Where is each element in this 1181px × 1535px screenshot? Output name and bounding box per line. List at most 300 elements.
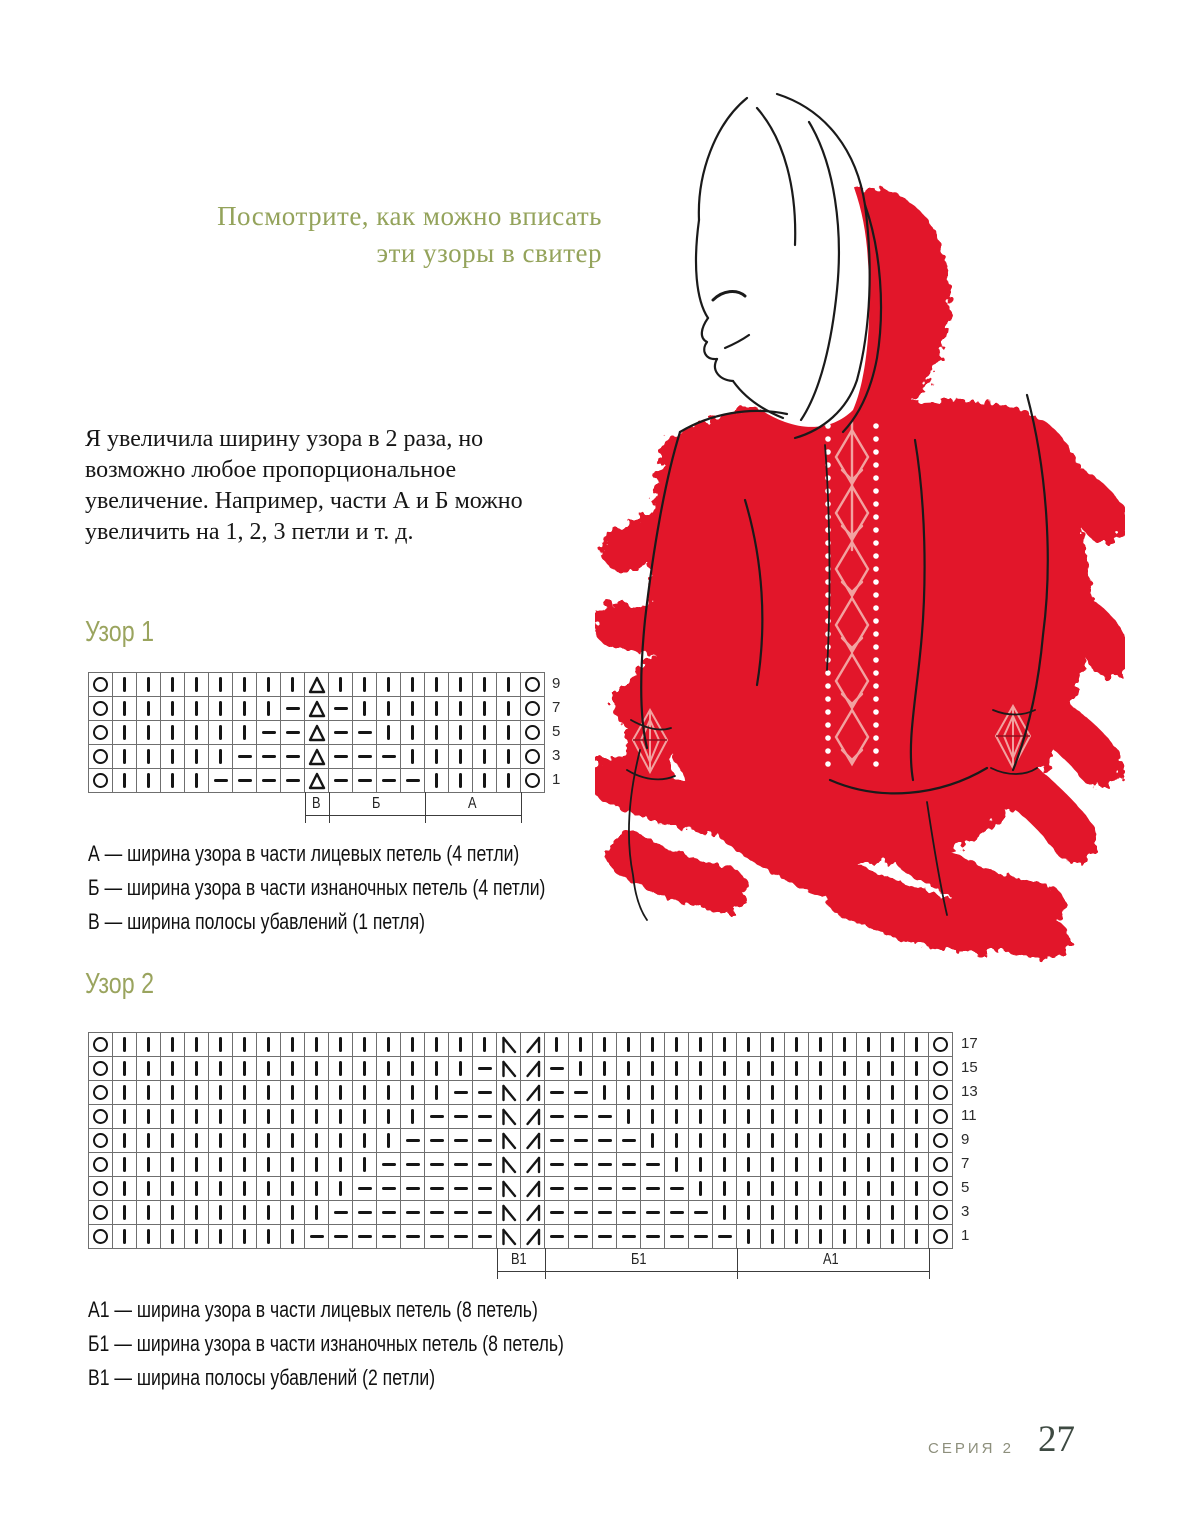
purl-stitch-icon — [598, 1211, 612, 1215]
chart-row — [89, 721, 545, 745]
knit-stitch-icon — [195, 677, 199, 692]
chart-cell — [185, 1057, 209, 1081]
knit-stitch-icon — [243, 701, 247, 716]
chart-cell — [929, 1201, 953, 1225]
knit-stitch-icon — [123, 701, 127, 716]
chart-cell — [545, 1201, 569, 1225]
knit-stitch-icon — [915, 1205, 919, 1220]
chart-cell — [257, 1129, 281, 1153]
knit-stitch-icon — [219, 1061, 223, 1076]
chart-cell — [377, 1033, 401, 1057]
knit-stitch-icon — [411, 1037, 415, 1052]
chart-cell — [425, 745, 449, 769]
chart-row — [89, 673, 545, 697]
knit-stitch-icon — [147, 749, 151, 764]
knit-stitch-icon — [723, 1037, 727, 1052]
chart-cell — [305, 1081, 329, 1105]
chart-cell — [113, 1105, 137, 1129]
knit-stitch-icon — [819, 1133, 823, 1148]
chart-cell — [305, 1153, 329, 1177]
chart-cell — [833, 1033, 857, 1057]
knit-stitch-icon — [291, 1181, 295, 1196]
purl-stitch-icon — [694, 1235, 708, 1239]
knit-stitch-icon — [387, 1061, 391, 1076]
chart-cell — [905, 1033, 929, 1057]
chart-cell — [881, 1033, 905, 1057]
purl-stitch-icon — [598, 1187, 612, 1191]
circle-stitch-icon — [933, 1133, 948, 1148]
chart-cell — [905, 1105, 929, 1129]
chart-cell — [521, 1105, 545, 1129]
purl-stitch-icon — [430, 1139, 444, 1143]
knit-stitch-icon — [771, 1181, 775, 1196]
knit-stitch-icon — [219, 1085, 223, 1100]
chart-cell — [161, 1033, 185, 1057]
knit-stitch-icon — [195, 1037, 199, 1052]
chart-cell — [185, 673, 209, 697]
chart-cell — [257, 721, 281, 745]
pattern2-title: Узор 2 — [85, 968, 154, 1000]
chart-cell — [161, 1225, 185, 1249]
knit-stitch-icon — [723, 1109, 727, 1124]
chart-cell — [521, 1081, 545, 1105]
bracket-tick — [521, 792, 522, 823]
knit-stitch-icon — [243, 725, 247, 740]
chart-cell — [497, 1081, 521, 1105]
chart-cell — [281, 745, 305, 769]
chart-cell — [281, 1153, 305, 1177]
chart-cell — [473, 721, 497, 745]
chart-cell — [521, 1033, 545, 1057]
chart-cell — [137, 1057, 161, 1081]
chart-row — [89, 1057, 953, 1081]
chart-cell — [737, 1177, 761, 1201]
chart-cell — [161, 1177, 185, 1201]
left-decrease-icon — [498, 1226, 520, 1248]
chart-cell — [545, 1105, 569, 1129]
chart-cell — [809, 1201, 833, 1225]
knit-stitch-icon — [459, 677, 463, 692]
knit-stitch-icon — [795, 1037, 799, 1052]
circle-stitch-icon — [93, 725, 108, 740]
chart-cell — [449, 1225, 473, 1249]
chart-cell — [425, 1153, 449, 1177]
chart-cell — [449, 1201, 473, 1225]
chart-cell — [833, 1105, 857, 1129]
chart-cell — [809, 1129, 833, 1153]
right-decrease-icon — [522, 1226, 544, 1248]
knit-stitch-icon — [123, 725, 127, 740]
chart-cell — [233, 1081, 257, 1105]
bracket-label: Б — [371, 794, 381, 812]
purl-stitch-icon — [598, 1139, 612, 1143]
chart-cell — [161, 1153, 185, 1177]
chart-cell — [329, 769, 353, 793]
knit-stitch-icon — [195, 1085, 199, 1100]
chart-cell — [425, 1201, 449, 1225]
knit-stitch-icon — [147, 677, 151, 692]
chart-cell — [377, 1153, 401, 1177]
chart-cell — [353, 1033, 377, 1057]
row-number: 9 — [552, 675, 561, 692]
chart-cell — [473, 673, 497, 697]
chart-cell — [641, 1201, 665, 1225]
chart-cell — [881, 1081, 905, 1105]
knit-stitch-icon — [747, 1037, 751, 1052]
chart-cell — [665, 1105, 689, 1129]
knit-stitch-icon — [147, 1085, 151, 1100]
chart-cell — [665, 1081, 689, 1105]
chart-cell — [377, 1129, 401, 1153]
chart-cell — [929, 1081, 953, 1105]
chart-cell — [497, 1177, 521, 1201]
knit-stitch-icon — [891, 1085, 895, 1100]
knit-stitch-icon — [315, 1133, 319, 1148]
intro-line: возможно любое пропорциональное — [85, 457, 457, 483]
chart-cell — [497, 1201, 521, 1225]
knit-stitch-icon — [723, 1205, 727, 1220]
chart-cell — [473, 1105, 497, 1129]
circle-stitch-icon — [93, 1037, 108, 1052]
chart-cell — [425, 1105, 449, 1129]
knit-stitch-icon — [195, 1061, 199, 1076]
chart-cell — [737, 1153, 761, 1177]
knit-stitch-icon — [699, 1109, 703, 1124]
knit-stitch-icon — [819, 1181, 823, 1196]
chart-cell — [161, 1057, 185, 1081]
chart-cell — [89, 1201, 113, 1225]
chart-cell — [497, 673, 521, 697]
knit-stitch-icon — [699, 1037, 703, 1052]
chart-cell — [305, 721, 329, 745]
knit-stitch-icon — [627, 1085, 631, 1100]
chart-cell — [113, 1129, 137, 1153]
knit-stitch-icon — [459, 725, 463, 740]
chart-cell — [233, 745, 257, 769]
chart-cell — [185, 1105, 209, 1129]
page-number: 27 — [1038, 1419, 1075, 1460]
chart-cell — [281, 1105, 305, 1129]
chart-cell — [281, 1081, 305, 1105]
knit-stitch-icon — [747, 1061, 751, 1076]
chart-cell — [593, 1177, 617, 1201]
chart-cell — [305, 1129, 329, 1153]
chart-cell — [233, 1201, 257, 1225]
chart-cell — [641, 1177, 665, 1201]
purl-stitch-icon — [406, 1187, 420, 1191]
purl-stitch-icon — [454, 1139, 468, 1143]
chart-cell — [521, 721, 545, 745]
knit-stitch-icon — [819, 1229, 823, 1244]
row-number: 5 — [961, 1179, 970, 1196]
chart-cell — [881, 1201, 905, 1225]
knit-stitch-icon — [915, 1109, 919, 1124]
chart-cell — [905, 1057, 929, 1081]
chart-cell — [593, 1033, 617, 1057]
circle-stitch-icon — [93, 701, 108, 716]
knit-stitch-icon — [915, 1133, 919, 1148]
chart-cell — [713, 1153, 737, 1177]
knit-stitch-icon — [867, 1037, 871, 1052]
knit-stitch-icon — [603, 1061, 607, 1076]
left-decrease-icon — [498, 1178, 520, 1200]
knit-stitch-icon — [339, 1037, 343, 1052]
knit-stitch-icon — [747, 1109, 751, 1124]
chart-cell — [665, 1225, 689, 1249]
chart-cell — [137, 769, 161, 793]
purl-stitch-icon — [358, 1235, 372, 1239]
knit-stitch-icon — [771, 1037, 775, 1052]
chart-cell — [881, 1129, 905, 1153]
chart-cell — [137, 1129, 161, 1153]
knit-stitch-icon — [195, 701, 199, 716]
purl-stitch-icon — [382, 1187, 396, 1191]
chart-cell — [161, 1201, 185, 1225]
knit-stitch-icon — [723, 1157, 727, 1172]
knit-stitch-icon — [747, 1157, 751, 1172]
chart-cell — [497, 1129, 521, 1153]
chart-cell — [257, 1033, 281, 1057]
chart-cell — [257, 1081, 281, 1105]
knit-stitch-icon — [315, 1205, 319, 1220]
chart-cell — [353, 1201, 377, 1225]
chart-cell — [233, 1153, 257, 1177]
chart-cell — [833, 1177, 857, 1201]
circle-stitch-icon — [933, 1157, 948, 1172]
knit-stitch-icon — [795, 1061, 799, 1076]
purl-stitch-icon — [646, 1163, 660, 1167]
purl-stitch-icon — [550, 1139, 564, 1143]
chart-cell — [257, 1057, 281, 1081]
chart-cell — [377, 697, 401, 721]
knit-stitch-icon — [651, 1085, 655, 1100]
chart-cell — [617, 1225, 641, 1249]
knit-stitch-icon — [891, 1109, 895, 1124]
purl-stitch-icon — [646, 1235, 660, 1239]
purl-stitch-icon — [214, 779, 228, 783]
bracket-label: Б1 — [631, 1250, 647, 1268]
chart-cell — [257, 673, 281, 697]
right-decrease-icon — [522, 1082, 544, 1104]
chart-cell — [233, 1129, 257, 1153]
chart-cell — [425, 1129, 449, 1153]
knit-stitch-icon — [579, 1037, 583, 1052]
chart-cell — [761, 1225, 785, 1249]
purl-stitch-icon — [430, 1211, 444, 1215]
knit-stitch-icon — [339, 1133, 343, 1148]
knit-stitch-icon — [675, 1037, 679, 1052]
knit-stitch-icon — [675, 1157, 679, 1172]
knit-stitch-icon — [147, 701, 151, 716]
chart2-row-numbers — [961, 1032, 978, 1248]
purl-stitch-icon — [238, 779, 252, 783]
chart-cell — [449, 769, 473, 793]
chart-cell — [329, 745, 353, 769]
chart-cell — [329, 1081, 353, 1105]
purl-stitch-icon — [694, 1211, 708, 1215]
chart-cell — [233, 769, 257, 793]
knit-stitch-icon — [411, 701, 415, 716]
right-decrease-icon — [522, 1130, 544, 1152]
chart-cell — [569, 1105, 593, 1129]
chart-cell — [905, 1201, 929, 1225]
chart-cell — [305, 1105, 329, 1129]
chart-cell — [305, 1225, 329, 1249]
chart-cell — [89, 697, 113, 721]
chart-cell — [185, 1177, 209, 1201]
chart-cell — [857, 1129, 881, 1153]
knit-stitch-icon — [195, 1181, 199, 1196]
row-number: 1 — [552, 771, 561, 788]
purl-stitch-icon — [382, 1211, 396, 1215]
chart-cell — [785, 1105, 809, 1129]
chart-cell — [353, 1081, 377, 1105]
purl-stitch-icon — [622, 1187, 636, 1191]
knit-stitch-icon — [339, 1157, 343, 1172]
knit-stitch-icon — [435, 749, 439, 764]
knit-stitch-icon — [147, 1133, 151, 1148]
circle-stitch-icon — [933, 1061, 948, 1076]
chart-cell — [401, 1225, 425, 1249]
knit-stitch-icon — [363, 677, 367, 692]
knit-stitch-icon — [315, 1085, 319, 1100]
chart-cell — [521, 1201, 545, 1225]
knitting-chart-2 — [88, 1032, 953, 1249]
knit-stitch-icon — [915, 1157, 919, 1172]
knit-stitch-icon — [123, 1205, 127, 1220]
chart-cell — [401, 721, 425, 745]
chart-cell — [713, 1081, 737, 1105]
knit-stitch-icon — [435, 725, 439, 740]
chart-cell — [113, 1033, 137, 1057]
chart-cell — [713, 1057, 737, 1081]
chart-cell — [353, 1225, 377, 1249]
purl-stitch-icon — [574, 1115, 588, 1119]
circle-stitch-icon — [93, 1181, 108, 1196]
knit-stitch-icon — [627, 1109, 631, 1124]
purl-stitch-icon — [670, 1187, 684, 1191]
chart-cell — [257, 1225, 281, 1249]
chart-row — [89, 1225, 953, 1249]
knit-stitch-icon — [267, 677, 271, 692]
knit-stitch-icon — [267, 701, 271, 716]
chart-cell — [665, 1129, 689, 1153]
knit-stitch-icon — [339, 1061, 343, 1076]
knit-stitch-icon — [243, 1037, 247, 1052]
purl-stitch-icon — [622, 1211, 636, 1215]
chart-cell — [353, 1153, 377, 1177]
bracket-А — [425, 792, 521, 816]
chart-cell — [89, 721, 113, 745]
chart-cell — [209, 673, 233, 697]
chart-cell — [593, 1081, 617, 1105]
knit-stitch-icon — [891, 1037, 895, 1052]
chart-cell — [89, 673, 113, 697]
purl-stitch-icon — [622, 1163, 636, 1167]
left-decrease-icon — [498, 1130, 520, 1152]
knit-stitch-icon — [195, 773, 199, 788]
chart-cell — [881, 1105, 905, 1129]
left-decrease-icon — [498, 1154, 520, 1176]
chart-cell — [545, 1033, 569, 1057]
chart-cell — [209, 1129, 233, 1153]
chart-cell — [785, 1201, 809, 1225]
knit-stitch-icon — [723, 1085, 727, 1100]
knit-stitch-icon — [363, 1109, 367, 1124]
legend-line: В — ширина полосы убавлений (1 петля) — [88, 909, 425, 934]
knit-stitch-icon — [843, 1085, 847, 1100]
right-decrease-icon — [522, 1034, 544, 1056]
knit-stitch-icon — [219, 1205, 223, 1220]
purl-stitch-icon — [622, 1235, 636, 1239]
chart-cell — [329, 1057, 353, 1081]
chart-cell — [761, 1081, 785, 1105]
chart-cell — [809, 1081, 833, 1105]
knit-stitch-icon — [483, 749, 487, 764]
triangle-decrease-icon — [306, 698, 328, 720]
chart-cell — [113, 1057, 137, 1081]
chart-cell — [281, 1033, 305, 1057]
knit-stitch-icon — [459, 773, 463, 788]
chart-cell — [425, 1033, 449, 1057]
chart-cell — [545, 1153, 569, 1177]
knit-stitch-icon — [843, 1061, 847, 1076]
knit-stitch-icon — [891, 1181, 895, 1196]
chart-cell — [449, 1129, 473, 1153]
legend-line: Б — ширина узора в части изнаночных петель (4 петли) — [88, 875, 546, 900]
purl-stitch-icon — [574, 1235, 588, 1239]
purl-stitch-icon — [550, 1163, 564, 1167]
knit-stitch-icon — [291, 677, 295, 692]
knit-stitch-icon — [747, 1229, 751, 1244]
purl-stitch-icon — [382, 779, 396, 783]
chart-cell — [689, 1081, 713, 1105]
section-heading-line1: Посмотрите, как можно вписать — [217, 201, 602, 231]
chart-cell — [209, 1081, 233, 1105]
knit-stitch-icon — [747, 1205, 751, 1220]
chart-cell — [401, 1033, 425, 1057]
chart-cell — [401, 1201, 425, 1225]
chart-cell — [497, 1225, 521, 1249]
knit-stitch-icon — [411, 725, 415, 740]
knit-stitch-icon — [819, 1205, 823, 1220]
chart-cell — [329, 1177, 353, 1201]
knit-stitch-icon — [915, 1181, 919, 1196]
purl-stitch-icon — [478, 1115, 492, 1119]
circle-stitch-icon — [525, 701, 540, 716]
chart-cell — [161, 1129, 185, 1153]
chart-cell — [305, 1033, 329, 1057]
chart-cell — [329, 721, 353, 745]
chart-cell — [353, 745, 377, 769]
knit-stitch-icon — [267, 1157, 271, 1172]
chart-cell — [449, 1033, 473, 1057]
chart-cell — [809, 1153, 833, 1177]
purl-stitch-icon — [334, 731, 348, 735]
chart-cell — [281, 673, 305, 697]
bracket-tick — [305, 792, 306, 823]
chart-cell — [137, 1105, 161, 1129]
knit-stitch-icon — [891, 1061, 895, 1076]
knit-stitch-icon — [291, 1037, 295, 1052]
chart-cell — [713, 1225, 737, 1249]
knit-stitch-icon — [819, 1109, 823, 1124]
knit-stitch-icon — [867, 1157, 871, 1172]
knit-stitch-icon — [195, 1109, 199, 1124]
chart-cell — [593, 1105, 617, 1129]
purl-stitch-icon — [406, 1139, 420, 1143]
circle-stitch-icon — [93, 1205, 108, 1220]
